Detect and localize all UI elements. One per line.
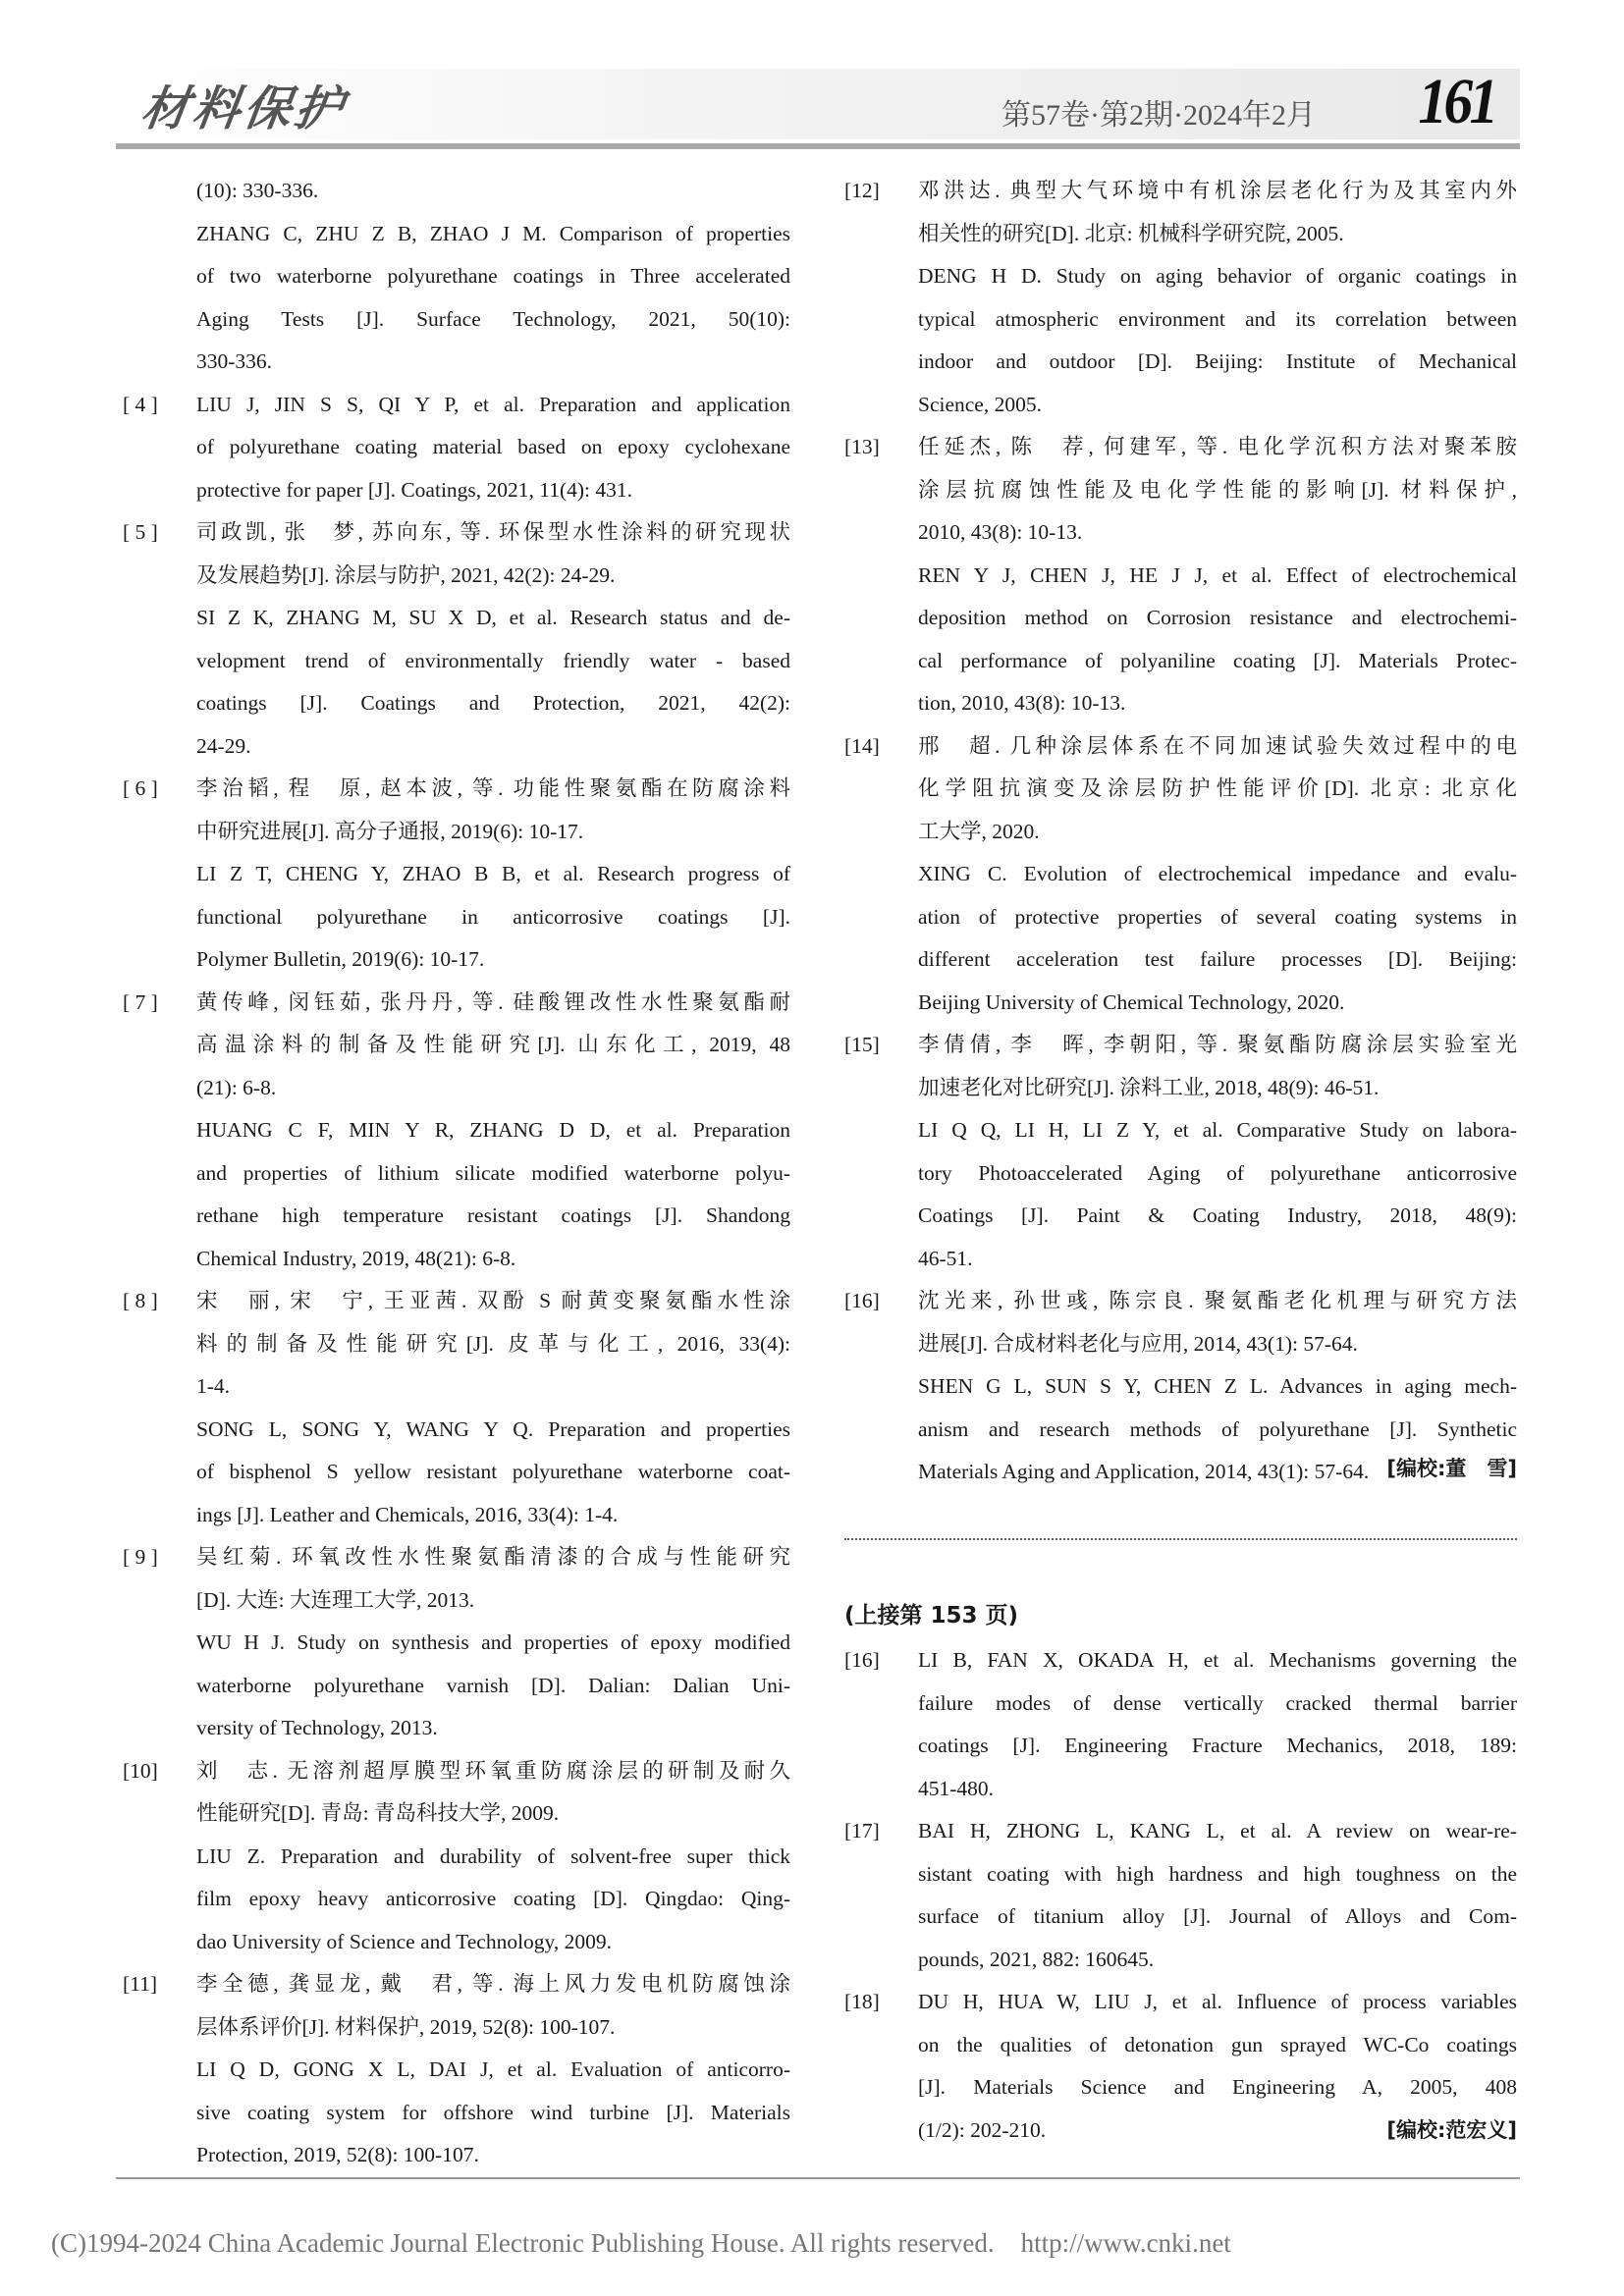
reference-line: 24-29. <box>196 733 251 758</box>
reference-line: Aging Tests [J]. Surface Technology, 2021, 50(10): <box>196 306 790 331</box>
reference-line: 进展[J]. 合成材料老化与应用, 2014, 43(1): 57-64. <box>918 1331 1358 1356</box>
reference-entry <box>844 426 1517 725</box>
editor-credit: [编校:董 雪] <box>1386 1457 1517 1480</box>
continued-from-label: (上接第 153 页) <box>844 1603 1019 1629</box>
reference-line: film epoxy heavy anticorrosive coating [D]. Qingdao: Qing- <box>196 1887 790 1910</box>
section-separator <box>844 1538 1517 1540</box>
reference-line: on the qualities of detonation gun sprayed WC-Co coatings <box>918 2032 1517 2056</box>
reference-line: sive coating system for offshore wind turbine [J]. Materials <box>196 2100 790 2124</box>
reference-line: (21): 6-8. <box>196 1075 277 1099</box>
reference-line: Materials Aging and Application, 2014, 43(1): 57-64. <box>918 1460 1370 1483</box>
reference-line: dao University of Science and Technology, 2009. <box>196 1929 613 1953</box>
reference-number: [ 9 ] <box>123 1545 158 1569</box>
reference-line: LIU Z. Preparation and durability of solvent-free super thick <box>196 1843 790 1868</box>
reference-line: Science, 2005. <box>918 392 1042 416</box>
reference-line: Protection, 2019, 52(8): 100-107. <box>196 2143 479 2166</box>
reference-line: velopment trend of environmentally friendly water - based <box>196 648 790 672</box>
reference-line: 邓洪达. 典型大气环境中有机涂层老化行为及其室内外 <box>918 179 1517 202</box>
reference-line: SONG L, SONG Y, WANG Y Q. Preparation and properties <box>196 1416 790 1441</box>
reference-line: 高温涂料的制备及性能研究[J]. 山东化工, 2019, 48 <box>196 1033 790 1056</box>
references-left-column <box>123 170 790 2177</box>
reference-line: 及发展趋势[J]. 涂层与防护, 2021, 42(2): 24-29. <box>196 562 616 587</box>
reference-line: 刘 志. 无溶剂超厚膜型环氧重防腐涂层的研制及耐久 <box>196 1758 790 1783</box>
reference-line: Beijing University of Chemical Technology, 2020. <box>918 989 1345 1014</box>
references-right-column <box>844 170 1517 1494</box>
reference-line: surface of titanium alloy [J]. Journal of Alloys and Com- <box>918 1904 1517 1928</box>
reference-number: [18] <box>844 1990 880 2013</box>
reference-entry <box>123 1963 790 2177</box>
reference-line: LI B, FAN X, OKADA H, et al. Mechanisms governing the <box>918 1648 1517 1672</box>
footer-rule <box>116 2177 1520 2179</box>
reference-line: 料的制备及性能研究[J]. 皮革与化工, 2016, 33(4): <box>196 1331 790 1356</box>
reference-line: protective for paper [J]. Coatings, 2021, 11(4): 431. <box>196 477 633 502</box>
reference-line: cal performance of polyaniline coating [J]. Materials Protec- <box>918 648 1517 672</box>
reference-line: 李治韬, 程 原, 赵本波, 等. 功能性聚氨酯在防腐涂料 <box>196 776 790 800</box>
reference-line: 加速老化对比研究[J]. 涂料工业, 2018, 48(9): 46-51. <box>918 1075 1380 1099</box>
reference-entry <box>123 384 790 512</box>
reference-line: of polyurethane coating material based on epoxy cyclohexane <box>196 435 790 458</box>
reference-line: 化学阻抗演变及涂层防护性能评价[D]. 北京: 北京化 <box>918 776 1517 800</box>
reference-line: [D]. 大连: 大连理工大学, 2013. <box>196 1587 475 1612</box>
reference-line: indoor and outdoor [D]. Beijing: Institute of Mechanical <box>918 349 1517 373</box>
reference-line: 黄传峰, 闵钰茹, 张丹丹, 等. 硅酸锂改性水性聚氨酯耐 <box>196 989 790 1014</box>
page-number: 161 <box>1418 66 1495 137</box>
reference-line: tion, 2010, 43(8): 10-13. <box>918 691 1126 715</box>
reference-line: sistant coating with high hardness and high toughness on the <box>918 1861 1517 1886</box>
reference-line: LI Q D, GONG X L, DAI J, et al. Evaluation of anticorro- <box>196 2057 790 2081</box>
reference-line: (10): 330-336. <box>196 179 319 202</box>
reference-line: ation of protective properties of several coating systems in <box>918 904 1517 929</box>
reference-line: rethane high temperature resistant coatings [J]. Shandong <box>196 1203 790 1227</box>
reference-number: [14] <box>844 733 880 758</box>
continued-references <box>844 1639 1517 2152</box>
reference-entry <box>844 170 1517 426</box>
reference-line: DENG H D. Study on aging behavior of organic coatings in <box>918 264 1517 288</box>
reference-line: 1-4. <box>196 1374 231 1398</box>
reference-line: WU H J. Study on synthesis and properties of epoxy modified <box>196 1630 790 1654</box>
reference-line: BAI H, ZHONG L, KANG L, et al. A review on wear-re- <box>918 1819 1517 1842</box>
reference-entry <box>123 511 790 768</box>
reference-line: LI Z T, CHENG Y, ZHAO B B, et al. Research progress of <box>196 862 790 885</box>
reference-line: 相关性的研究[D]. 北京: 机械科学研究院, 2005. <box>918 221 1344 245</box>
reference-line: REN Y J, CHEN J, HE J J, et al. Effect of electrochemical <box>918 562 1517 587</box>
reference-line: waterborne polyurethane varnish [D]. Dalian: Dalian Uni- <box>196 1673 790 1697</box>
reference-number: [17] <box>844 1819 880 1842</box>
reference-line: 司政凯, 张 梦, 苏向东, 等. 环保型水性涂料的研究现状 <box>196 520 790 544</box>
reference-line: SHEN G L, SUN S Y, CHEN Z L. Advances in aging mech- <box>918 1374 1517 1398</box>
reference-entry <box>123 1280 790 1536</box>
reference-line: 330-336. <box>196 349 273 373</box>
reference-entry <box>123 982 790 1281</box>
reference-number: [11] <box>123 1972 158 1996</box>
reference-line: functional polyurethane in anticorrosive coatings [J]. <box>196 904 790 929</box>
reference-number: [ 7 ] <box>123 989 158 1014</box>
reference-number: [ 8 ] <box>123 1289 158 1312</box>
reference-number: [16] <box>844 1648 880 1672</box>
reference-line: of bisphenol S yellow resistant polyurethane waterborne coat- <box>196 1460 790 1483</box>
reference-line: [J]. Materials Science and Engineering A, 2005, 408 <box>918 2075 1517 2099</box>
reference-line: 层体系评价[J]. 材料保护, 2019, 52(8): 100-107. <box>196 2014 616 2039</box>
reference-line: versity of Technology, 2013. <box>196 1716 438 1739</box>
reference-line: 邢 超. 几种涂层体系在不同加速试验失效过程中的电 <box>918 733 1517 758</box>
reference-line: (1/2): 202-210. <box>918 2117 1047 2142</box>
reference-line: 沈光来, 孙世彧, 陈宗良. 聚氨酯老化机理与研究方法 <box>918 1289 1517 1312</box>
reference-line: 2010, 43(8): 10-13. <box>918 520 1083 544</box>
reference-line: 李全德, 龚显龙, 戴 君, 等. 海上风力发电机防腐蚀涂 <box>196 1972 790 1996</box>
reference-line: Coatings [J]. Paint & Coating Industry, 2018, 48(9): <box>918 1203 1517 1227</box>
reference-entry <box>123 768 790 982</box>
reference-line: ZHANG C, ZHU Z B, ZHAO J M. Comparison of properties <box>196 221 790 245</box>
reference-entry <box>844 1024 1517 1280</box>
reference-number: [15] <box>844 1033 880 1056</box>
reference-line: HUANG C F, MIN Y R, ZHANG D D, et al. Preparation <box>196 1118 790 1142</box>
reference-entry <box>844 725 1517 1025</box>
issue-info: 第57卷·第2期·2024年2月 <box>1001 99 1316 132</box>
reference-line: coatings [J]. Coatings and Protection, 2021, 42(2): <box>196 691 790 715</box>
reference-entry <box>123 1750 790 1964</box>
reference-line: deposition method on Corrosion resistance and electrochemi- <box>918 606 1517 629</box>
reference-line: 451-480. <box>918 1776 995 1800</box>
reference-number: [ 4 ] <box>123 392 158 416</box>
reference-number: [13] <box>844 435 880 458</box>
reference-line: DU H, HUA W, LIU J, et al. Influence of process variables <box>918 1990 1517 2013</box>
reference-entry <box>844 1981 1517 2152</box>
reference-line: and properties of lithium silicate modified waterborne polyu- <box>196 1160 790 1185</box>
reference-line: SI Z K, ZHANG M, SU X D, et al. Research status and de- <box>196 606 790 629</box>
reference-line: 吴红菊. 环氧改性水性聚氨酯清漆的合成与性能研究 <box>196 1545 790 1569</box>
cnki-url[interactable]: http://www.cnki.net <box>1020 2228 1231 2258</box>
reference-line: ings [J]. Leather and Chemicals, 2016, 33(4): 1-4. <box>196 1502 619 1526</box>
reference-entry <box>844 1639 1517 1810</box>
reference-line: 性能研究[D]. 青岛: 青岛科技大学, 2009. <box>196 1801 560 1825</box>
reference-line: Polymer Bulletin, 2019(6): 10-17. <box>196 947 485 971</box>
reference-line: pounds, 2021, 882: 160645. <box>918 1947 1155 1971</box>
reference-line: LI Q Q, LI H, LI Z Y, et al. Comparative Study on labora- <box>918 1118 1517 1142</box>
reference-line: 涂层抗腐蚀性能及电化学性能的影响[J]. 材料保护, <box>918 477 1517 502</box>
reference-line: LIU J, JIN S S, QI Y P, et al. Preparation and application <box>196 392 790 416</box>
reference-number: [10] <box>123 1758 158 1783</box>
reference-line: different acceleration test failure processes [D]. Beijing: <box>918 947 1517 971</box>
reference-line: anism and research methods of polyurethane [J]. Synthetic <box>918 1416 1517 1441</box>
reference-line: Chemical Industry, 2019, 48(21): 6-8. <box>196 1246 516 1270</box>
journal-logo: 材料保护 <box>137 81 351 136</box>
reference-line: of two waterborne polyurethane coatings in Three accelerated <box>196 264 790 288</box>
reference-line: XING C. Evolution of electrochemical impedance and evalu- <box>918 862 1517 885</box>
reference-number: [12] <box>844 179 880 202</box>
reference-number: [ 5 ] <box>123 520 158 544</box>
reference-entry <box>844 1810 1517 1981</box>
reference-line: 任延杰, 陈 荐, 何建军, 等. 电化学沉积方法对聚苯胺 <box>918 435 1517 458</box>
reference-line: failure modes of dense vertically cracked thermal barrier <box>918 1690 1517 1715</box>
reference-line: 宋 丽, 宋 宁, 王亚茜. 双酚 S 耐黄变聚氨酯水性涂 <box>196 1289 790 1312</box>
reference-line: 中研究进展[J]. 高分子通报, 2019(6): 10-17. <box>196 819 584 843</box>
copyright-text: (C)1994-2024 China Academic Journal Electronic Publishing House. All rights reserved. <box>51 2228 995 2258</box>
reference-line: tory Photoaccelerated Aging of polyurethane anticorrosive <box>918 1160 1517 1185</box>
reference-line: 工大学, 2020. <box>918 819 1040 843</box>
footer <box>51 2228 1231 2259</box>
reference-line: 46-51. <box>918 1246 973 1270</box>
reference-entry <box>123 170 790 384</box>
editor-credit: [编校:范宏义] <box>1386 2117 1517 2142</box>
reference-line: coatings [J]. Engineering Fracture Mechanics, 2018, 189: <box>918 1734 1517 1757</box>
reference-line: 李倩倩, 李 晖, 李朝阳, 等. 聚氨酯防腐涂层实验室光 <box>918 1033 1517 1056</box>
header-rule <box>116 143 1520 149</box>
reference-number: [16] <box>844 1289 880 1312</box>
reference-entry <box>123 1536 790 1750</box>
reference-line: typical atmospheric environment and its correlation between <box>918 306 1517 331</box>
reference-number: [ 6 ] <box>123 776 158 800</box>
